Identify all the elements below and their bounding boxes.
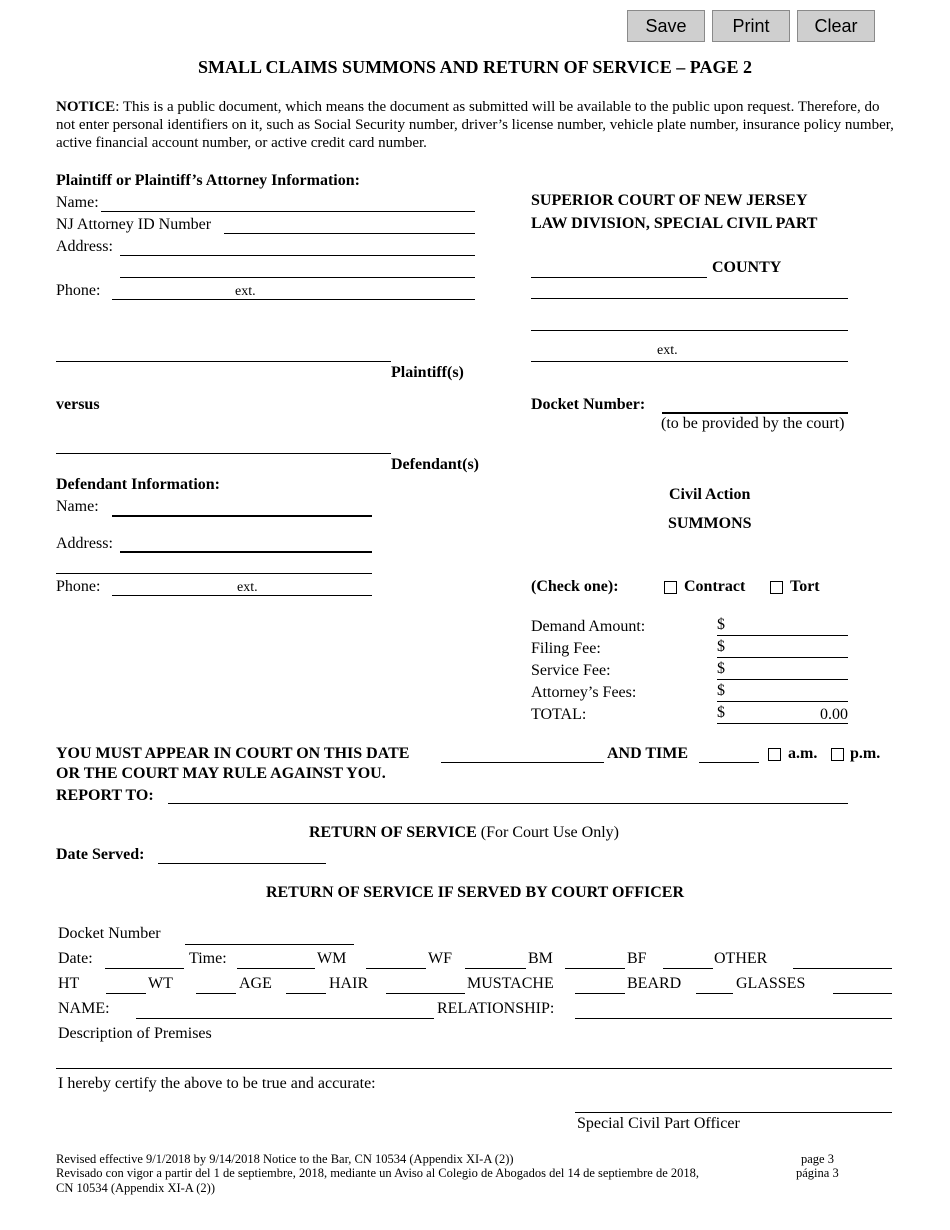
defendant-phone-label: Phone:	[56, 578, 101, 595]
defendant-address-label: Address:	[56, 535, 113, 552]
plaintiff-phone-field[interactable]	[112, 299, 475, 300]
plaintiff-party-field[interactable]	[56, 361, 391, 362]
date-served-field[interactable]	[158, 863, 326, 864]
defendant-role-label: Defendant(s)	[391, 456, 479, 473]
bm-label: BM	[528, 950, 553, 967]
court-name-line1: SUPERIOR COURT OF NEW JERSEY	[531, 192, 808, 209]
defendant-name-field[interactable]	[112, 515, 372, 517]
versus-label: versus	[56, 396, 100, 413]
date-served-label: Date Served:	[56, 846, 145, 863]
defendant-party-field[interactable]	[56, 453, 391, 454]
contract-checkbox[interactable]	[664, 581, 677, 594]
print-button[interactable]: Print	[712, 10, 790, 42]
plaintiff-phone-label: Phone:	[56, 282, 101, 299]
am-checkbox[interactable]	[768, 748, 781, 761]
demand-amount-label: Demand Amount:	[531, 618, 646, 635]
court-ext-label: ext.	[657, 343, 678, 358]
wt-label: WT	[148, 975, 173, 992]
served-name-label: NAME:	[58, 1000, 110, 1017]
notice-label: NOTICE	[56, 99, 116, 115]
officer-docket-label: Docket Number	[58, 925, 161, 942]
court-phone-field[interactable]	[531, 361, 848, 362]
footer-revised: Revised effective 9/1/2018 by 9/14/2018 Notice to the Bar, CN 10534 (Appendix XI-A (2))	[56, 1152, 514, 1166]
am-label: a.m.	[788, 745, 818, 762]
total-value: 0.00	[820, 706, 848, 723]
plaintiff-role-label: Plaintiff(s)	[391, 364, 464, 381]
report-to-field[interactable]	[168, 803, 848, 804]
plaintiff-name-label: Name:	[56, 194, 99, 211]
court-address-field-1[interactable]	[531, 298, 848, 299]
page-title: SMALL CLAIMS SUMMONS AND RETURN OF SERVICE – PAGE 2	[198, 57, 752, 77]
other-label: OTHER	[714, 950, 768, 967]
docket-number-note: (to be provided by the court)	[661, 415, 845, 432]
officer-signature-label: Special Civil Part Officer	[577, 1115, 740, 1132]
bf-label: BF	[627, 950, 647, 967]
court-name-line2: LAW DIVISION, SPECIAL CIVIL PART	[531, 215, 818, 232]
summons-label: SUMMONS	[668, 515, 752, 532]
premises-label: Description of Premises	[58, 1025, 212, 1042]
defendant-address-field-2[interactable]	[56, 573, 372, 574]
officer-return-heading: RETURN OF SERVICE IF SERVED BY COURT OFFICER	[265, 884, 685, 901]
currency-sign: $	[717, 704, 725, 721]
appear-date-field[interactable]	[441, 762, 604, 763]
filing-fee-field[interactable]	[717, 657, 848, 658]
contract-label: Contract	[684, 578, 746, 595]
footer-form-number: CN 10534 (Appendix XI-A (2))	[56, 1181, 216, 1195]
relationship-label: RELATIONSHIP:	[437, 1000, 555, 1017]
return-of-service-heading: RETURN OF SERVICE (For Court Use Only)	[309, 824, 619, 841]
ht-label: HT	[58, 975, 80, 992]
defendant-heading: Defendant Information:	[56, 476, 220, 493]
hair-field[interactable]	[386, 993, 465, 994]
hair-label: HAIR	[329, 975, 369, 992]
age-field[interactable]	[286, 993, 326, 994]
defendant-phone-field[interactable]	[112, 595, 372, 596]
ht-field[interactable]	[106, 993, 146, 994]
service-time-field[interactable]	[237, 968, 315, 969]
service-date-label: Date:	[58, 950, 93, 967]
attorney-fees-field[interactable]	[717, 701, 848, 702]
currency-sign: $	[717, 616, 725, 633]
glasses-label: GLASSES	[736, 975, 806, 992]
tort-label: Tort	[790, 578, 820, 595]
currency-sign: $	[717, 660, 725, 677]
bm-field[interactable]	[565, 968, 625, 969]
mustache-label: MUSTACHE	[467, 975, 554, 992]
filing-fee-label: Filing Fee:	[531, 640, 601, 657]
officer-docket-field[interactable]	[185, 944, 354, 945]
notice-text: : This is a public document, which means the document as submitted will be available to the public upon request. Therefore, do not enter personal identifiers on it, such as Social Security number, driver’s license number, vehicle plate number, insurance policy number, active financial account number, or active credit card number.	[56, 99, 894, 151]
footer-page: page 3	[801, 1152, 834, 1166]
plaintiff-ext-label: ext.	[235, 284, 256, 299]
tort-checkbox[interactable]	[770, 581, 783, 594]
appear-time-label: AND TIME	[607, 745, 689, 762]
county-field[interactable]	[531, 277, 707, 278]
pm-label: p.m.	[850, 745, 881, 762]
court-address-field-2[interactable]	[531, 330, 848, 331]
defendant-ext-label: ext.	[237, 580, 258, 595]
wm-label: WM	[317, 950, 347, 967]
wf-label: WF	[428, 950, 452, 967]
defendant-address-field-1[interactable]	[120, 551, 372, 553]
plaintiff-attorney-id-field[interactable]	[224, 233, 475, 234]
service-fee-field[interactable]	[717, 679, 848, 680]
bf-field[interactable]	[663, 968, 713, 969]
service-fee-label: Service Fee:	[531, 662, 611, 679]
demand-amount-field[interactable]	[717, 635, 848, 636]
premises-field[interactable]	[56, 1068, 892, 1069]
check-one-label: (Check one):	[531, 578, 619, 595]
appear-time-field[interactable]	[699, 762, 759, 763]
relationship-field[interactable]	[575, 1018, 892, 1019]
docket-number-label: Docket Number:	[531, 396, 646, 413]
plaintiff-address-field-1[interactable]	[120, 255, 475, 256]
pm-checkbox[interactable]	[831, 748, 844, 761]
footer-pagina: página 3	[796, 1166, 839, 1180]
beard-label: BEARD	[627, 975, 682, 992]
other-field[interactable]	[793, 968, 892, 969]
footer-revisado: Revisado con vigor a partir del 1 de septiembre, 2018, mediante un Aviso al Colegio de Abogados del 14 de septiembre de 2018,	[56, 1166, 700, 1180]
service-date-field[interactable]	[105, 968, 184, 969]
certify-statement: I hereby certify the above to be true and accurate:	[58, 1075, 376, 1092]
plaintiff-heading: Plaintiff or Plaintiff’s Attorney Information:	[56, 172, 360, 189]
appear-date-label: YOU MUST APPEAR IN COURT ON THIS DATE	[56, 745, 410, 762]
clear-button[interactable]: Clear	[797, 10, 875, 42]
notice	[56, 98, 896, 152]
service-time-label: Time:	[189, 950, 227, 967]
wf-field[interactable]	[465, 968, 526, 969]
age-label: AGE	[239, 975, 272, 992]
officer-signature-field[interactable]	[575, 1112, 892, 1113]
served-name-field[interactable]	[136, 1018, 434, 1019]
total-field[interactable]	[717, 723, 848, 724]
attorney-fees-label: Attorney’s Fees:	[531, 684, 637, 701]
report-to-label: REPORT TO:	[56, 787, 154, 804]
docket-number-field[interactable]	[662, 412, 848, 414]
save-button[interactable]: Save	[627, 10, 705, 42]
plaintiff-attorney-id-label: NJ Attorney ID Number	[56, 216, 212, 233]
civil-action-label: Civil Action	[669, 486, 751, 503]
appear-warning: OR THE COURT MAY RULE AGAINST YOU.	[56, 765, 386, 782]
currency-sign: $	[717, 682, 725, 699]
plaintiff-name-field[interactable]	[101, 211, 475, 212]
beard-field[interactable]	[696, 993, 733, 994]
mustache-field[interactable]	[575, 993, 625, 994]
plaintiff-address-field-2[interactable]	[120, 277, 475, 278]
county-label: COUNTY	[712, 259, 782, 276]
wm-field[interactable]	[366, 968, 426, 969]
wt-field[interactable]	[196, 993, 236, 994]
currency-sign: $	[717, 638, 725, 655]
plaintiff-address-label: Address:	[56, 238, 113, 255]
total-label: TOTAL:	[531, 706, 587, 723]
glasses-field[interactable]	[833, 993, 892, 994]
defendant-name-label: Name:	[56, 498, 99, 515]
